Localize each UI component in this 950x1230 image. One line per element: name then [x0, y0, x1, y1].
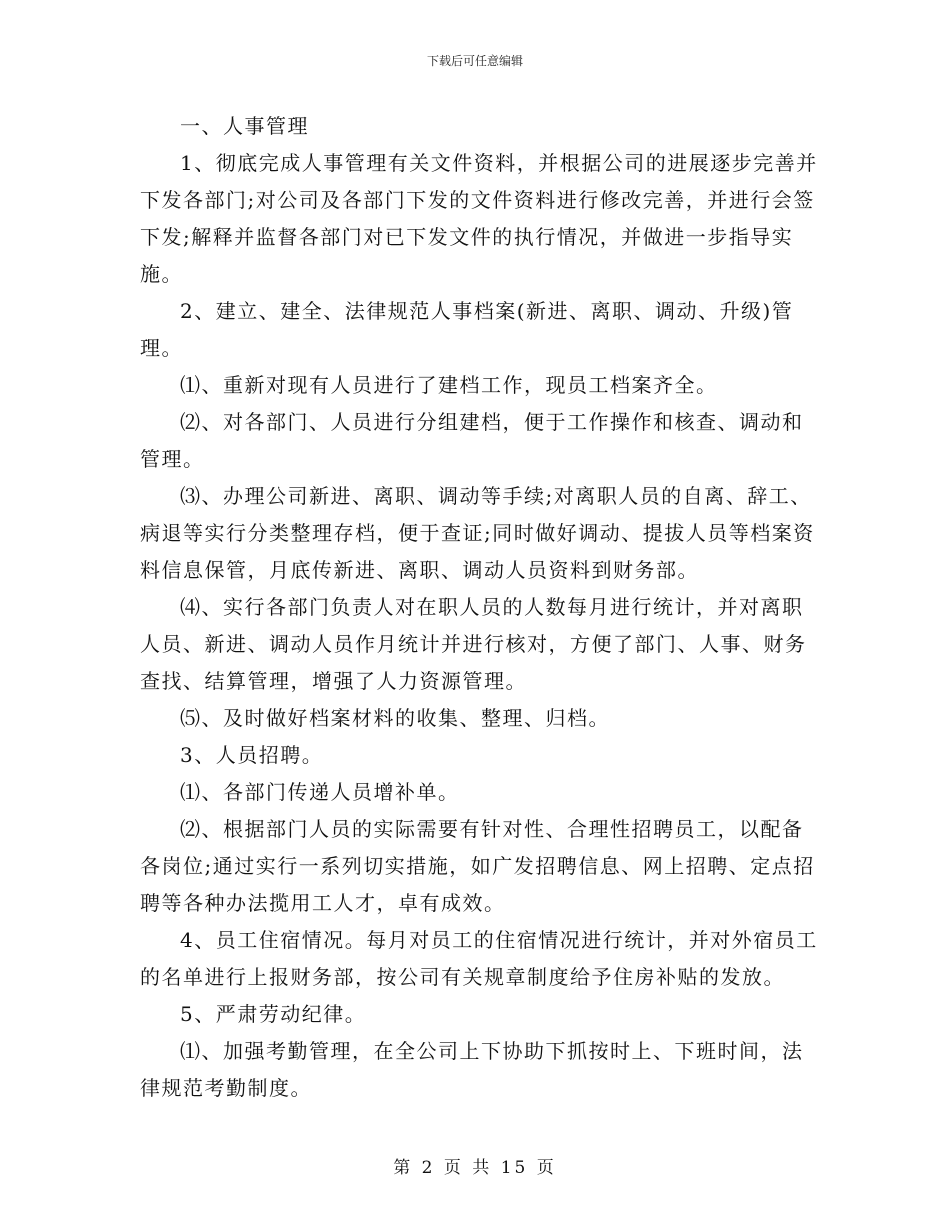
paragraph-item-3: 3、人员招聘。: [180, 743, 324, 767]
document-body: [140, 108, 820, 1107]
page-number: 第 2 页 共 15 页: [393, 1158, 557, 1178]
paragraph-item-2: 2、建立、建全、法律规范人事档案(新进、离职、调动、升级)管理。: [140, 299, 794, 360]
paragraph-subitem-3-2: ⑵、根据部门人员的实际需要有针对性、合理性招聘员工，以配备各岗位;通过实行一系列切实措施，如广发招聘信息、网上招聘、定点招聘等各种办法揽用工人才，卓有成效。: [140, 817, 815, 915]
paragraph-subitem-2-2: ⑵、对各部门、人员进行分组建档，便于工作操作和核查、调动和管理。: [140, 410, 804, 471]
paragraph-item-4: 4、员工住宿情况。每月对员工的住宿情况进行统计，并对外宿员工的名单进行上报财务部，按公司有关规章制度给予住房补贴的发放。: [140, 928, 818, 989]
paragraph-subitem-2-3: ⑶、办理公司新进、离职、调动等手续;对离职人员的自离、辞工、病退等实行分类整理存档，便于查证;同时做好调动、提拔人员等档案资料信息保管，月底传新进、离职、调动人员资料到财务部。: [140, 484, 815, 582]
paragraph-subitem-2-5: ⑸、及时做好档案材料的收集、整理、归档。: [180, 706, 610, 730]
paragraph-item-1: 1、彻底完成人事管理有关文件资料，并根据公司的进展逐步完善并下发各部门;对公司及各部门下发的文件资料进行修改完善，并进行会签下发;解释并监督各部门对已下发文件的执行情况，并做进一步指导实施。: [140, 151, 818, 286]
paragraph-subitem-2-1: ⑴、重新对现有人员进行了建档工作，现员工档案齐全。: [180, 373, 718, 397]
paragraph-subitem-5-1: ⑴、加强考勤管理，在全公司上下协助下抓按时上、下班时间，法律规范考勤制度。: [140, 1039, 804, 1100]
paragraph-item-5: 5、严肃劳动纪律。: [180, 1002, 367, 1026]
page-header-note: 下载后可任意编辑: [426, 54, 523, 68]
section-heading-personnel: 一、人事管理: [180, 114, 309, 138]
paragraph-subitem-3-1: ⑴、各部门传递人员增补单。: [180, 780, 460, 804]
paragraph-subitem-2-4: ⑷、实行各部门负责人对在职人员的人数每月进行统计，并对离职人员、新进、调动人员作月统计并进行核对，方便了部门、人事、财务查找、结算管理，增强了人力资源管理。: [140, 595, 807, 693]
